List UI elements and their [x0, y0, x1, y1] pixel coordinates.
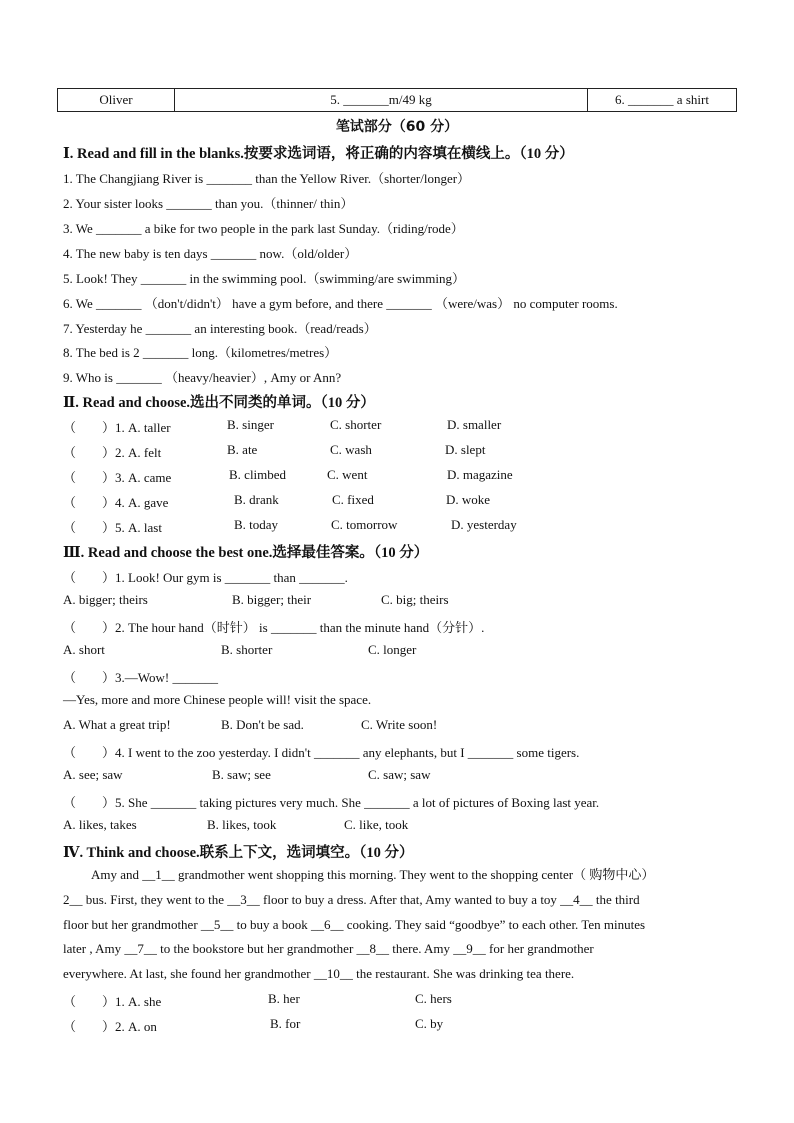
choice-row-3-c: C. went: [327, 467, 368, 482]
choice-row-4-b: B. drank: [234, 492, 279, 507]
passage-line-5: everywhere. At last, she found her grandmother __10__ the restaurant. She was drinking tea there.: [63, 966, 575, 982]
choice-row-3-a: （ ）3. A. came: [63, 470, 172, 485]
choice-row-5-d: D. yesterday: [451, 517, 517, 532]
choice-row-5-a: （ ）5. A. last: [63, 520, 162, 535]
fill-item-1: 1. The Changjiang River is _______ than the Yellow River.（shorter/longer）: [63, 171, 471, 186]
choice-row-1-a: （ ）1. A. taller: [63, 420, 171, 435]
choice-row-2-b: B. ate: [227, 442, 258, 457]
section-4-heading: Ⅳ. Think and choose.联系上下文，选词填空。（10 分）: [63, 845, 414, 861]
mc-q4-option-b: B. saw; see: [212, 767, 271, 782]
mc-question-3: （ ）3.—Wow! _______: [63, 670, 218, 685]
mc-q5-option-c: C. like, took: [344, 817, 409, 832]
fill-item-3: 3. We _______ a bike for two people in the park last Sunday.（riding/rode）: [63, 221, 464, 236]
mc-question-1: （ ）1. Look! Our gym is _______ than _______.: [63, 570, 348, 585]
mc-q4-option-c: C. saw; saw: [368, 767, 431, 782]
cloze-row-1-c: C. hers: [415, 991, 452, 1006]
choice-row-5-c: C. tomorrow: [331, 517, 398, 532]
passage-line-2: 2__ bus. First, they went to the __3__ floor to buy a dress. After that, Amy wanted to buy a toy __4__ the third: [63, 891, 640, 907]
section-2-heading: Ⅱ. Read and choose.选出不同类的单词。（10 分）: [63, 395, 375, 411]
choice-row-2-a: （ ）2. A. felt: [63, 445, 162, 460]
mc-q3-option-c: C. Write soon!: [361, 717, 438, 732]
mc-q2-option-c: C. longer: [368, 642, 417, 657]
passage-line-1: Amy and __1__ grandmother went shopping this morning. They went to the shopping center（ 购物中心）: [91, 867, 655, 882]
mc-q3-reply: —Yes, more and more Chinese people will! visit the space.: [63, 692, 372, 707]
fill-item-7: 7. Yesterday he _______ an interesting book.（read/reads）: [63, 321, 377, 336]
section-3-heading: Ⅲ. Read and choose the best one.选择最佳答案。（10 分）: [63, 545, 429, 561]
fill-item-2: 2. Your sister looks _______ than you.（thinner/ thin）: [63, 196, 354, 211]
section-1-heading: Ⅰ. Read and fill in the blanks.按要求选词语，将正确的内容填在横线上。（10 分）: [63, 146, 574, 162]
choice-row-1-d: D. smaller: [447, 417, 502, 432]
fill-item-8: 8. The bed is 2 _______ long.（kilometres/metres）: [63, 345, 338, 360]
cloze-row-1-b: B. her: [268, 991, 300, 1006]
info-table: [57, 88, 737, 112]
table-cell-name: Oliver: [58, 89, 175, 112]
passage-line-3: floor but her grandmother __5__ to buy a book __6__ cooking. They said “goodbye” to each other. Ten minutes: [63, 916, 646, 932]
passage-line-4: later , Amy __7__ to the bookstore but her grandmother __8__ there. Amy __9__ for her grandmother: [63, 941, 594, 957]
choice-row-1-c: C. shorter: [330, 417, 382, 432]
choice-row-2-d: D. slept: [445, 442, 486, 457]
mc-q1-option-b: B. bigger; their: [232, 592, 312, 607]
fill-item-5: 5. Look! They _______ in the swimming pool.（swimming/are swimming）: [63, 271, 466, 286]
table-cell-height: 5. _______m/49 kg: [175, 89, 588, 112]
mc-question-5: （ ）5. She _______ taking pictures very much. She _______ a lot of pictures of Boxing last year.: [63, 795, 600, 810]
mc-question-4: （ ）4. I went to the zoo yesterday. I didn't _______ any elephants, but I _______ some tigers.: [63, 745, 580, 760]
fill-item-6: 6. We _______ （don't/didn't） have a gym before, and there _______ （were/was） no computer rooms.: [63, 296, 618, 311]
mc-q2-option-b: B. shorter: [221, 642, 273, 657]
choice-row-1-b: B. singer: [227, 417, 274, 432]
cloze-row-2-a: （ ）2. A. on: [63, 1019, 157, 1034]
cloze-passage: [63, 863, 729, 987]
choice-row-2-c: C. wash: [330, 442, 372, 457]
choice-row-4-a: （ ）4. A. gave: [63, 495, 169, 510]
mc-q2-option-a: A. short: [63, 642, 105, 657]
cloze-row-2-b: B. for: [270, 1016, 301, 1031]
mc-q4-option-a: A. see; saw: [63, 767, 123, 782]
cloze-row-1-a: （ ）1. A. she: [63, 994, 162, 1009]
mc-q5-option-b: B. likes, took: [207, 817, 277, 832]
mc-q1-option-c: C. big; theirs: [381, 592, 449, 607]
fill-item-4: 4. The new baby is ten days _______ now.（old/older）: [63, 246, 358, 261]
choice-row-5-b: B. today: [234, 517, 279, 532]
choice-row-4-c: C. fixed: [332, 492, 374, 507]
mc-q3-option-b: B. Don't be sad.: [221, 717, 304, 732]
choice-row-3-d: D. magazine: [447, 467, 513, 482]
mc-q3-option-a: A. What a great trip!: [63, 717, 171, 732]
choice-row-4-d: D. woke: [446, 492, 491, 507]
choice-row-3-b: B. climbed: [229, 467, 287, 482]
table-row: [58, 89, 737, 112]
cloze-row-2-c: C. by: [415, 1016, 444, 1031]
mc-q5-option-a: A. likes, takes: [63, 817, 137, 832]
table-cell-clothes: 6. _______ a shirt: [588, 89, 737, 112]
mc-question-2: （ ）2. The hour hand（时针） is _______ than the minute hand（分针）.: [63, 620, 485, 635]
fill-item-9: 9. Who is _______ （heavy/heavier）, Amy or Ann?: [63, 370, 342, 385]
written-part-title: 笔试部分（60 分）: [335, 119, 459, 135]
mc-q1-option-a: A. bigger; theirs: [63, 592, 148, 607]
